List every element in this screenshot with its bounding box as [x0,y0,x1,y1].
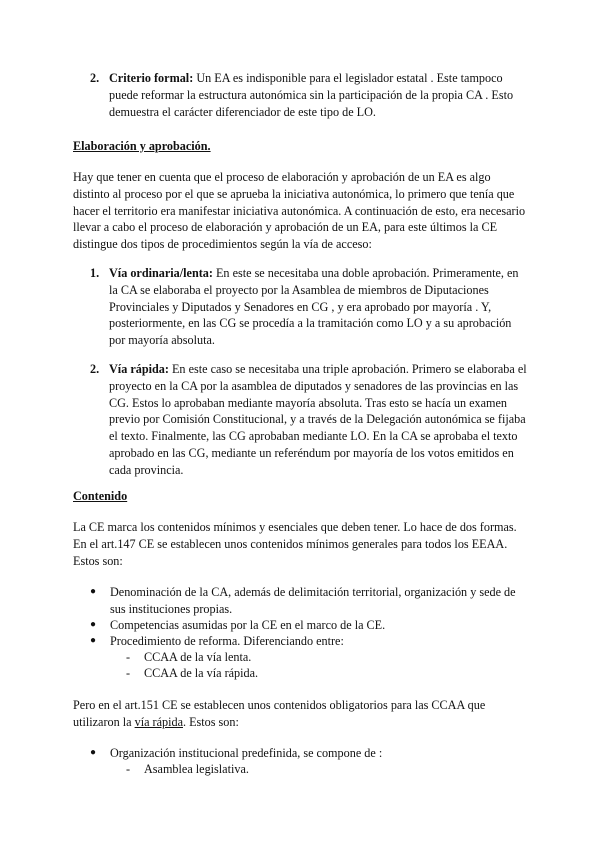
sub-list-item [126,649,251,666]
bullet-icon: ● [90,586,97,597]
heading-elaboracion: Elaboración y aprobación. [73,139,211,153]
list-item-text: Organización institucional predefinida, se compone de : [110,746,383,760]
paragraph-art151 [73,697,529,731]
dash-icon: - [126,650,131,664]
item-lead: Vía rápida: [109,362,169,376]
bullet-icon: ● [90,747,97,758]
sub-list-item-text: CCAA de la vía lenta. [144,650,252,664]
item-lead: Criterio formal: [109,71,194,85]
via-ordinaria-item [90,265,530,349]
list-item [90,617,530,634]
paragraph-intro: Hay que tener en cuenta que el proceso de elaboración y aprobación de un EA es algo distinto al proceso por el que se aprueba la iniciativa autonómica, lo primero que tenía que hacer el territorio era manifestar iniciativa autonómica. A continuación de esto, era necesario llevar a cabo el proceso de elaboración y aprobación de un EA, para este últimos la CE distingue dos tipos de procedimientos según la vía de acceso: [73,170,526,252]
item-lead: Vía ordinaria/lenta: [109,266,213,280]
dash-icon: - [126,666,131,680]
paragraph-text: Pero en el art.151 CE se establecen unos contenidos obligatorios para las CCAA que utilizaron la [73,698,486,729]
sub-list-item [126,665,258,682]
sub-list-item-text: CCAA de la vía rápida. [144,666,259,680]
dash-icon: - [126,762,131,776]
via-rapida-link[interactable]: vía rápida [134,714,183,729]
bullet-icon: ● [90,619,97,630]
item-text: Un EA es indisponible para el legislador estatal . Este tampoco puede reformar la estructura autonómica sin la participación de la propia CA . Esto demuestra el carácter diferenciador de este tipo de LO. [109,71,514,119]
list-item-text: Competencias asumidas por la CE en el marco de la CE. [110,618,386,632]
criterio-formal-item [90,70,530,120]
item-number: 2. [90,362,100,376]
list-item-text: Procedimiento de reforma. Diferenciando entre: [110,634,344,648]
list-item-text: Denominación de la CA, además de delimitación territorial, organización y sede de sus instituciones propias. [110,585,516,616]
list-item [90,745,530,762]
item-text: En este se necesitaba una doble aprobación. Primeramente, en la CA se elaboraba el proyecto por la Asamblea de miembros de Diputaciones Provinciales y Diputados y Senadores en CG , y era aprobado por mayoría . Y, posteriormente, en las CG se procedía a la tramitación como LO y a su aprobación por mayoría absoluta. [109,266,519,348]
bullet-icon: ● [90,635,97,646]
list-item [90,584,530,618]
sub-list-item [126,761,249,778]
item-text: En este caso se necesitaba una triple aprobación. Primero se elaboraba el proyecto en la CA por la asamblea de diputados y senadores de las provincias en las CG. Estos lo aprobaban mediante mayoría absoluta. Tras esto se hacía un examen previo por Comisión Constitucional, y a través de la Delegación autonómica se fijaba el texto. Finalmente, las CG aprobaban mediante LO. En la CA se aprobaba el texto aprobado en las CG, mediante un referéndum por mayoría de los votos emitidos en cada provincia. [109,362,527,477]
paragraph-contenido: La CE marca los contenidos mínimos y esenciales que deben tener. Lo hace de dos formas. En el art.147 CE se establecen unos contenidos mínimos generales para todos los EEAA. Estos son: [73,520,517,568]
sub-list-item-text: Asamblea legislativa. [144,762,249,776]
item-number: 1. [90,266,100,280]
paragraph-text: . Estos son: [182,714,239,729]
item-number: 2. [90,71,100,85]
heading-contenido: Contenido [73,489,128,503]
via-rapida-item [90,361,530,479]
list-item [90,633,530,650]
